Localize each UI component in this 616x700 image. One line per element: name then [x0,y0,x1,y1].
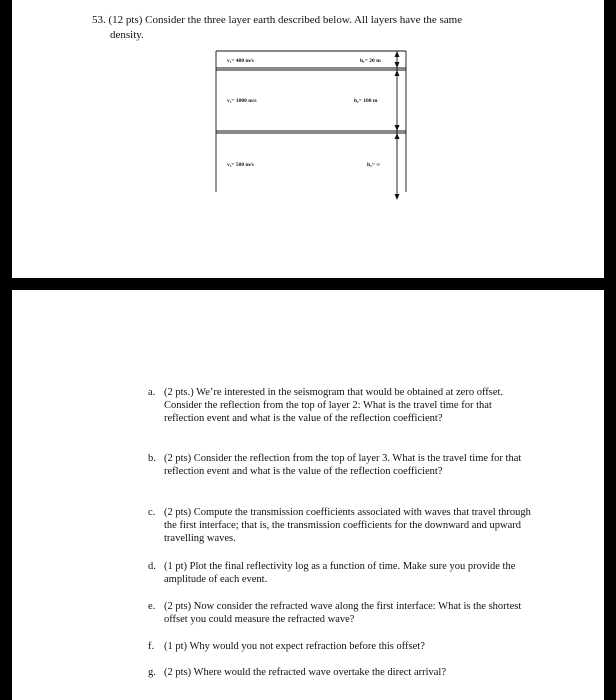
arrowhead-up-2 [395,70,400,76]
part-label: d. [148,561,156,572]
question-page-top [12,0,604,278]
part-label: c. [148,507,156,518]
question-line-continued: density. [110,29,144,41]
part-e [148,600,533,626]
layer-diagram [12,0,604,278]
part-label: a. [148,387,156,398]
part-text: (2 pts) Where would the refracted wave overtake the direct arrival? [164,667,446,678]
question-line: 53. (12 pts) Consider the three layer earth described below. All layers have the same [92,14,463,26]
part-c [148,506,533,545]
layer-2-velocity: v₂= 1000 m/s [227,98,257,104]
part-d [148,560,533,586]
part-b [148,452,533,478]
part-label: g. [148,667,156,678]
question-page-bottom [12,290,604,700]
part-f [148,640,533,653]
layer-2-thickness: h₂= 100 m [354,98,378,104]
layer-3-velocity: v₃= 500 m/s [227,162,254,168]
arrowhead-up-1 [395,51,400,57]
part-label: f. [148,641,155,652]
part-text: (2 pts.) We’re interested in the seismogram that would be obtained at zero offset. Consider the reflection from the top of layer 2: What is the travel time for that reflection event and what is the value of the reflection coefficient? [164,387,504,424]
part-text: (2 pts) Consider the reflection from the top of layer 3. What is the travel time for that reflection event and what is the value of the reflection coefficient? [164,453,522,477]
arrowhead-down-2 [395,125,400,131]
part-text: (1 pt) Plot the final reflectivity log as a function of time. Make sure you provide the amplitude of each event. [164,561,516,585]
layer-1-velocity: v₁= 400 m/s [227,58,254,64]
arrowhead-up-3 [395,133,400,139]
part-g [148,666,533,679]
part-text: (1 pt) Why would you not expect refraction before this offset? [164,641,425,652]
arrowhead-down-3 [395,194,400,200]
arrowhead-down-1 [395,62,400,68]
part-label: e. [148,601,156,612]
part-label: b. [148,453,156,464]
layer-1-thickness: h₁= 20 m [360,58,381,64]
layer-3-thickness: h₃= ∞ [367,162,381,168]
part-text: (2 pts) Now consider the refracted wave along the first interface: What is the shortest offset you could measure the refracted wave? [164,601,522,625]
part-text: (2 pts) Compute the transmission coefficients associated with waves that travel through the first interface; that is, the transmission coefficients for the downward and upward travelling waves. [164,507,531,544]
part-a [148,386,533,425]
